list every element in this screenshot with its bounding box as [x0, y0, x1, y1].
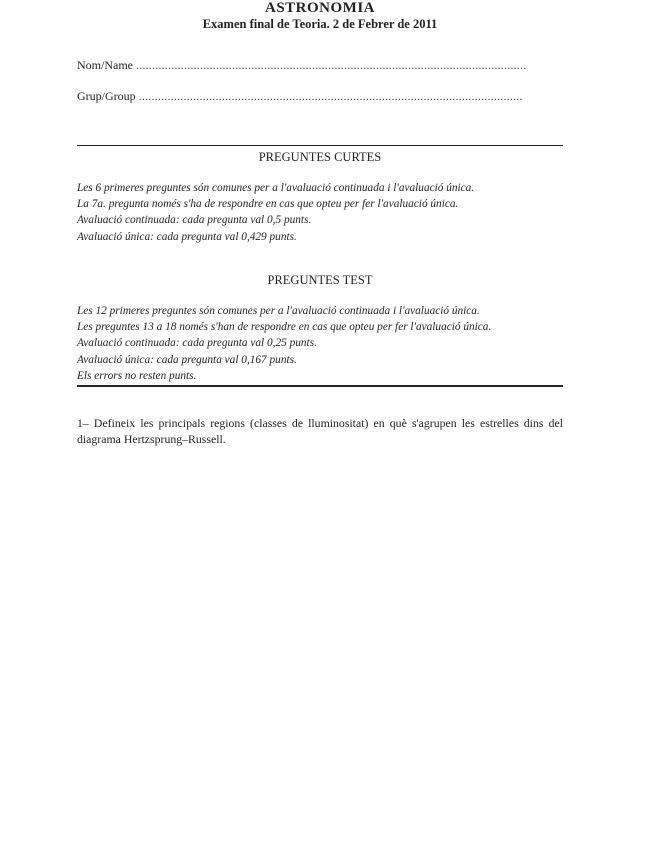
test-questions-instructions — [77, 303, 567, 384]
exam-title: ASTRONOMIA — [264, 0, 375, 16]
instruction-line: Les 12 primeres preguntes són comunes per a l'avaluació continuada i l'avaluació única. — [77, 305, 480, 317]
instruction-line: Avaluació continuada: cada pregunta val 0,5 punts. — [77, 214, 312, 227]
top-divider — [77, 145, 563, 146]
instruction-line: Les 6 primeres preguntes són comunes per a l'avaluació continuada i l'avaluació única. — [77, 182, 475, 194]
exam-subtitle: Examen final de Teoria. 2 de Febrer de 2011 — [202, 17, 438, 31]
instruction-line: La 7a. pregunta només s'ha de respondre en cas que opteu per fer l'avaluació única. — [77, 198, 459, 211]
group-dotted-line: ........................................................................................................................ — [138, 89, 523, 103]
name-field — [77, 58, 557, 73]
name-dotted-line: .......................................................................................................................... — [136, 58, 527, 72]
instruction-line: Avaluació única: cada pregunta val 0,429 punts. — [77, 230, 297, 243]
instruction-line: Avaluació única: cada pregunta val 0,167 punts. — [77, 353, 297, 366]
instruction-line: Avaluació continuada: cada pregunta val 0,25 punts. — [77, 337, 317, 350]
group-field — [77, 89, 557, 104]
question-1: 1– Defineix les principals regions (classes de lluminositat) en què s'agrupen les estrelles dins del diagrama Hertzsprung–Russell. — [77, 416, 563, 446]
name-label: Nom/Name — [77, 58, 133, 72]
group-label: Grup/Group — [77, 89, 136, 103]
bottom-divider — [77, 385, 563, 387]
instruction-line: Els errors no resten punts. — [77, 369, 197, 382]
short-questions-heading: PREGUNTES CURTES — [258, 150, 382, 164]
short-questions-instructions — [77, 180, 567, 245]
instruction-line: Les preguntes 13 a 18 només s'han de respondre en cas que opteu per fer l'avaluació única. — [77, 321, 492, 334]
test-questions-heading: PREGUNTES TEST — [267, 273, 373, 287]
